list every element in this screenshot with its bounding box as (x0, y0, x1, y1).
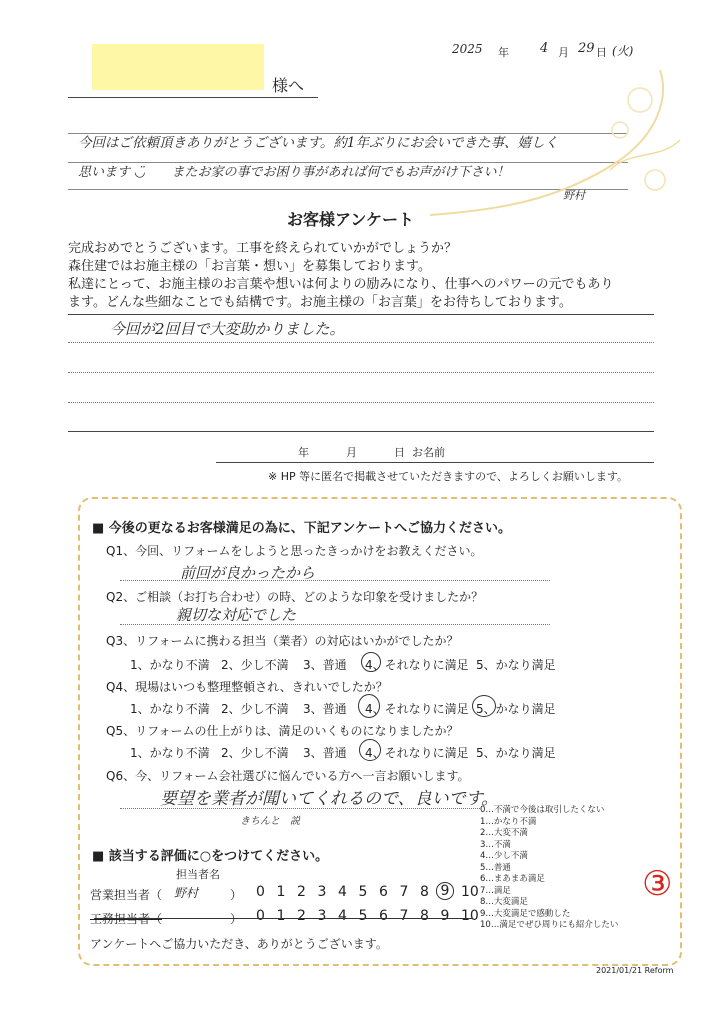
question-1: Q1、今回、リフォームをしようと思ったきっかけをお教えください。 (106, 544, 483, 558)
name-underline (68, 97, 318, 98)
rating-legend (480, 805, 618, 932)
comment-rule-1 (68, 342, 654, 343)
legend-7: 7…満足 (480, 885, 511, 896)
sales-score-10[interactable]: 10 (461, 884, 479, 900)
anonymity-note: ※ HP 等に匿名で掲載させていただきますので、よろしくお願いします。 (268, 470, 629, 483)
answer-2: 親切な対応でした (176, 606, 297, 624)
sales-score-5[interactable]: 5 (358, 884, 368, 900)
sales-score-0[interactable]: 0 (256, 884, 265, 900)
date-day: 29 (578, 41, 595, 56)
date-month-label: 月 (558, 46, 569, 59)
q5-option-2[interactable]: 2、少し不満 (221, 746, 289, 760)
works-score-1[interactable]: 1 (276, 908, 286, 924)
q5-selected-mark (359, 739, 381, 761)
survey-intro-2: 森住建ではお施主様の「お言葉・想い」を募集しております。 (68, 259, 431, 274)
answer-6: 要望を業者が聞いてくれるので、良いです。 (160, 789, 499, 809)
question-6: Q6、今、リフォーム会社選びに悩んでいる方へ一言お願いします。 (106, 769, 470, 783)
date-day-label: 日 (596, 46, 607, 59)
answer-6-rule (120, 808, 480, 809)
handwritten-rating-mark: ③ (642, 864, 673, 904)
works-score-9[interactable]: 9 (440, 908, 450, 924)
legend-8: 8…大変満足 (480, 897, 528, 907)
q4-option-3[interactable]: 3、普通 (303, 702, 347, 716)
date-month: 4 (540, 41, 549, 56)
legend-2: 2…大変不満 (480, 828, 528, 838)
q4-option-1[interactable]: 1、かなり不満 (130, 702, 210, 716)
works-score-7[interactable]: 7 (399, 908, 409, 924)
answer-1: 前回が良かったから (180, 564, 316, 582)
sales-score-1[interactable]: 1 (276, 884, 286, 900)
customer-name-redaction (92, 44, 264, 90)
sales-staff-name: 野村 (174, 886, 199, 900)
q4-option-4[interactable]: 4、それなりに満足 (365, 702, 469, 716)
thanks-text: アンケートへご協力いただき、ありがとうございます。 (90, 937, 388, 951)
q3-option-3[interactable]: 3、普通 (303, 658, 347, 672)
q5-option-3[interactable]: 3、普通 (303, 746, 347, 760)
q4-option-5[interactable]: 5、かなり満足 (476, 702, 556, 716)
question-2: Q2、ご相談（お打ち合わせ）の時、どのような印象を受けましたか？ (106, 590, 484, 604)
question-3: Q3、リフォームに携わる担当（業者）の対応はいかがでしたか？ (106, 634, 459, 648)
comment-rule-2 (68, 372, 654, 373)
legend-9: 9…大変満足で感動した (480, 908, 571, 919)
sales-score-8[interactable]: 8 (420, 884, 429, 900)
works-score-2[interactable]: 2 (297, 908, 306, 924)
survey-date-year-label: 年 (298, 446, 309, 459)
message-line-2: 思います ◡̈ またお家の事でお困り事があれば何でもお声がけ下さい！ (78, 165, 510, 180)
honorific: 様へ (272, 76, 305, 95)
legend-6: 6…まあまあ満足 (480, 874, 545, 884)
survey-name-label: お名前 (412, 446, 445, 459)
survey-title: お客様アンケート (287, 210, 415, 229)
survey-date-month-label: 月 (346, 446, 357, 459)
survey-intro-4: ます。どんな些細なことでも結構です。お施主様の「お言葉」をお待ちしております。 (68, 295, 572, 310)
sales-score-4[interactable]: 4 (338, 884, 347, 900)
works-score-5[interactable]: 5 (358, 908, 368, 924)
q4-mark-5 (472, 695, 496, 717)
works-score-8[interactable]: 8 (420, 908, 429, 924)
legend-4: 4…少し不満 (480, 851, 528, 861)
legend-1: 1…かなり不満 (480, 816, 537, 827)
survey-date-day-label: 日 (394, 446, 405, 459)
q4-mark-4 (358, 694, 380, 718)
q3-option-1[interactable]: 1、かなり不満 (130, 658, 210, 672)
sales-score-3[interactable]: 3 (317, 884, 327, 900)
questionnaire-heading: ■ 今後の更なるお客様満足の為に、下記アンケートへご協力ください。 (92, 521, 512, 536)
works-staff-label: 工務担当者（ (90, 912, 163, 926)
sales-score-9[interactable]: 9 (436, 882, 455, 900)
works-strikethrough (94, 918, 472, 919)
legend-3: 3…不満 (480, 839, 511, 850)
q5-option-5[interactable]: 5、かなり満足 (476, 746, 556, 760)
comment-top-rule (68, 314, 654, 315)
legend-0: 0…不満で今後は取引したくない (480, 805, 605, 815)
question-4: Q4、現場はいつも整理整頓され、きれいでしたか？ (106, 680, 388, 694)
legend-5: 5…普通 (480, 862, 511, 873)
answer-6-note: きちんと 説 (240, 816, 300, 827)
date-year-label: 年 (498, 46, 509, 59)
q3-option-2[interactable]: 2、少し不満 (221, 658, 289, 672)
works-score-4[interactable]: 4 (338, 908, 347, 924)
survey-intro-1: 完成おめでとうございます。工事を終えられていかがでしょうか？ (68, 241, 457, 256)
legend-10: 10…満足でぜひ周りにも紹介したい (480, 920, 619, 930)
q4-option-2[interactable]: 2、少し不満 (221, 702, 289, 716)
survey-intro-3: 私達にとって、お施主様のお言葉や想いは何よりの励みになり、仕事へのパワーの元でもあり (68, 277, 614, 292)
sales-score-6[interactable]: 6 (379, 884, 388, 900)
answer-1-rule (120, 580, 550, 581)
comment-text: 今回が2回目で大変助かりました。 (110, 320, 345, 338)
sales-close-paren: ） (230, 888, 243, 902)
floral-decoration-icon (420, 60, 690, 230)
works-close-paren: ） (230, 912, 243, 926)
q3-selected-mark (361, 652, 381, 672)
works-score-3[interactable]: 3 (317, 908, 327, 924)
comment-rule-3 (68, 402, 654, 403)
answer-2-rule (120, 624, 550, 625)
works-score-0[interactable]: 0 (256, 908, 265, 924)
sales-score-7[interactable]: 7 (399, 884, 409, 900)
date-year: 2025 (452, 42, 483, 56)
q5-option-4[interactable]: 4、それなりに満足 (365, 746, 469, 760)
works-score-6[interactable]: 6 (379, 908, 388, 924)
q5-option-1[interactable]: 1、かなり不満 (130, 746, 210, 760)
question-5: Q5、リフォームの仕上がりは、満足のいくものになりましたか？ (106, 724, 459, 738)
staff-name-label: 担当者名 (176, 868, 220, 881)
works-score-10[interactable]: 10 (461, 908, 479, 924)
message-line-1: 今回はご依頼頂きありがとうございます。約1年ぶりにお会いできた事、嬉しく (78, 135, 559, 151)
comment-bottom-rule (68, 431, 654, 432)
sales-score-2[interactable]: 2 (297, 884, 306, 900)
q3-option-4[interactable]: 4、それなりに満足 (365, 658, 469, 672)
q3-option-5[interactable]: 5、かなり満足 (476, 658, 556, 672)
rating-heading: ■ 該当する評価に○をつけてください。 (92, 849, 329, 864)
sales-staff-label: 営業担当者（ (90, 888, 163, 902)
date-weekday: (火) (612, 44, 634, 58)
form-version: 2021/01/21 Reform (596, 966, 674, 975)
signature-rule (216, 462, 654, 463)
message-signature: 野村 (563, 189, 585, 202)
